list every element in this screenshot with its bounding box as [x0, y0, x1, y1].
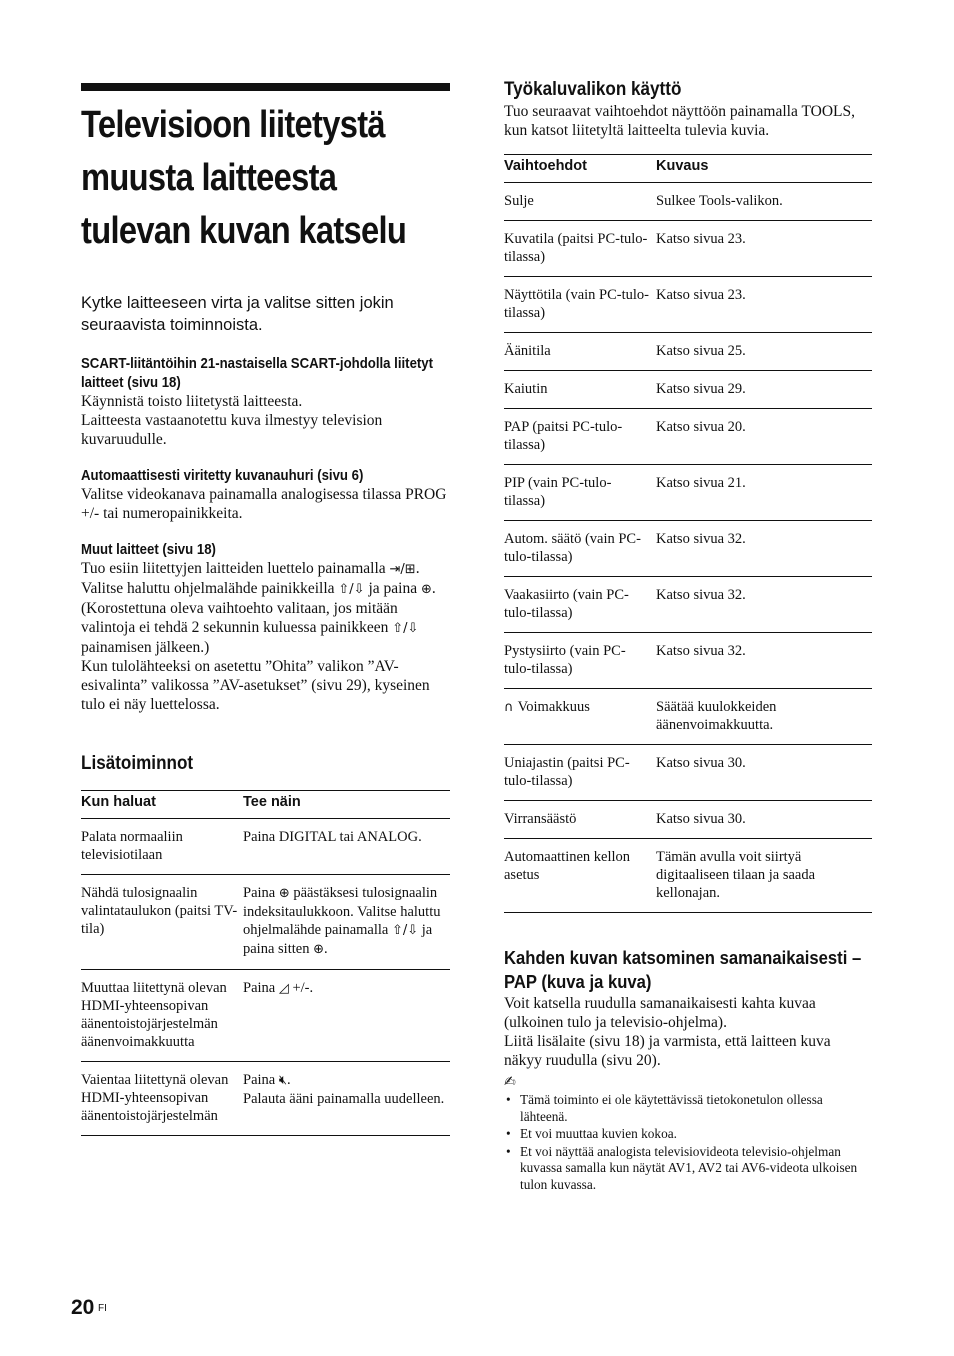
table-cell: Katso sivua 20.	[656, 409, 872, 465]
table-cell: Katso sivua 29.	[656, 371, 872, 409]
table-cell: Katso sivua 30.	[656, 801, 872, 839]
table-cell: Katso sivua 23.	[656, 221, 872, 277]
table-cell: PAP (paitsi PC-tulo-tilassa)	[504, 409, 656, 465]
other-text-b: . Valitse haluttu ohjelmalähde painikkeilla	[81, 560, 420, 597]
tools-table-body	[504, 183, 872, 913]
title-line-1: Televisioon liitetystä	[81, 104, 385, 146]
column-header: Kuvaus	[656, 155, 872, 183]
page-number: 20	[71, 1296, 95, 1319]
table-row	[81, 875, 450, 970]
right-column	[504, 78, 872, 1194]
table-cell: PIP (vain PC-tulo-tilassa)	[504, 465, 656, 521]
table-cell: Tämän avulla voit siirtyä digitaaliseen tilaan ja saada kellonajan.	[656, 839, 872, 913]
extra-functions-heading: Lisätoiminnot	[81, 753, 194, 774]
table-cell: Kuvatila (paitsi PC-tulo-tilassa)	[504, 221, 656, 277]
table-cell: Virransäästö	[504, 801, 656, 839]
table-cell: Pystysiirto (vain PC-tulo-tilassa)	[504, 633, 656, 689]
pap-paragraph-2: Liitä lisälaite (sivu 18) ja varmista, että laitteen kuva näkyy ruudulla (sivu 20).	[504, 1033, 831, 1069]
scart-line-2: Laitteesta vastaanotettu kuva ilmestyy television kuvaruudulle.	[81, 412, 383, 448]
table-cell: Kaiutin	[504, 371, 656, 409]
other-text-a: Tuo esiin liitettyjen laitteiden luettelo painamalla	[81, 560, 386, 577]
table-cell: Uniajastin (paitsi PC-tulo-tilassa)	[504, 745, 656, 801]
pap-paragraph-1: Voit katsella ruudulla samanaikaisesti kahta kuvaa (ulkoinen tulo ja televisio-ohjelma).	[504, 995, 816, 1031]
table-cell: Katso sivua 32.	[656, 521, 872, 577]
table-row	[504, 689, 872, 745]
table-cell: Vaientaa liitettynä olevan HDMI-yhteensopivan äänentoistojärjestelmän	[81, 1062, 243, 1136]
table-row	[504, 371, 872, 409]
notes-list	[504, 1092, 872, 1193]
table-row	[81, 970, 450, 1062]
tools-intro: Tuo seuraavat vaihtoehdot näyttöön painamalla TOOLS, kun katsot liitetyltä laitteelta tulevia kuvia.	[504, 103, 855, 139]
table-cell: Sulje	[504, 183, 656, 221]
table-row	[504, 633, 872, 689]
vcr-section	[81, 466, 450, 523]
other-text-c: ja paina	[368, 580, 418, 597]
enter-button-icon: ⊕	[313, 942, 324, 957]
column-header: Vaihtoehdot	[504, 155, 656, 183]
table-cell: Paina 🔇︎. Palauta ääni painamalla uudelleen.	[243, 1062, 450, 1136]
table-row	[504, 577, 872, 633]
table-cell: Katso sivua 21.	[656, 465, 872, 521]
table-row	[504, 221, 872, 277]
table-cell: Katso sivua 30.	[656, 745, 872, 801]
other-paragraph-1	[81, 559, 450, 657]
table-header-row	[81, 791, 450, 819]
tools-heading: Työkaluvalikon käyttö	[504, 79, 682, 100]
table-cell: Palata normaaliin televisiotilaan	[81, 819, 243, 875]
list-item: • Et voi muuttaa kuvien kokoa.	[504, 1126, 872, 1143]
other-devices-section	[81, 540, 450, 714]
input-select-icon: ⇥/⊞	[389, 562, 416, 577]
table-cell: Katso sivua 32.	[656, 633, 872, 689]
table-cell: Paina ⊕ päästäksesi tulosignaalin indeksitaulukkoon. Valitse haluttu ohjelmalähde painamalla ⇧/⇩ ja paina sitten ⊕.	[243, 875, 450, 970]
scart-heading: SCART-liitäntöihin 21-nastaisella SCART-johdolla liitetyt laitteet (sivu 18)	[81, 355, 434, 391]
scart-section	[81, 354, 450, 449]
table-cell: Säätää kuulokkeiden äänenvoimakkuutta.	[656, 689, 872, 745]
table-row	[504, 409, 872, 465]
pap-heading: Kahden kuvan katsominen samanaikaisesti – PAP (kuva ja kuva)	[504, 947, 862, 992]
table-cell: Katso sivua 23.	[656, 277, 872, 333]
table-row	[81, 819, 450, 875]
table-cell: Paina DIGITAL tai ANALOG.	[243, 819, 450, 875]
enter-button-icon: ⊕	[278, 886, 290, 901]
left-column	[81, 83, 450, 1136]
table-row	[504, 839, 872, 913]
table-cell: Autom. säätö (vain PC-tulo-tilassa)	[504, 521, 656, 577]
table-row	[504, 277, 872, 333]
table-cell: ∩ Voimakkuus	[504, 689, 656, 745]
title-line-2: muusta laitteesta	[81, 157, 337, 199]
table-row	[504, 745, 872, 801]
table-cell: Paina ◿ +/-.	[243, 970, 450, 1062]
table-cell: Näyttötila (vain PC-tulo-tilassa)	[504, 277, 656, 333]
up-down-arrows-icon: ⇧/⇩	[338, 582, 365, 597]
vcr-heading: Automaattisesti viritetty kuvanauhuri (sivu 6)	[81, 467, 364, 484]
table-row	[504, 183, 872, 221]
scart-line-1: Käynnistä toisto liitetystä laitteesta.	[81, 393, 303, 410]
vcr-body: Valitse videokanava painamalla analogisessa tilassa PROG +/- tai numeropainikkeita.	[81, 486, 447, 522]
other-heading: Muut laitteet (sivu 18)	[81, 541, 216, 558]
table-cell: Äänitila	[504, 333, 656, 371]
other-text-d: . (Korostettuna oleva vaihtoehto valitaan, jos mitään valintoja ei tehdä 2 sekunnin kuluessa painikkeen	[81, 580, 436, 636]
table-row	[504, 333, 872, 371]
page-title	[81, 99, 451, 258]
tools-table	[504, 154, 872, 913]
column-header: Kun haluat	[81, 791, 243, 819]
table-row	[504, 465, 872, 521]
note-pencil-icon: ✍	[504, 1074, 516, 1090]
headphones-icon: ∩	[504, 700, 518, 715]
list-item: • Tämä toiminto ei ole käytettävissä tietokonetulon ollessa lähteenä.	[504, 1092, 872, 1125]
intro-text: Kytke laitteeseen virta ja valitse sitten jokin seuraavista toiminnoista.	[81, 294, 394, 334]
table-cell: Sulkee Tools-valikon.	[656, 183, 872, 221]
other-paragraph-2: Kun tulolähteeksi on asetettu ”Ohita” valikon ”AV-esivalinta” valikossa ”AV-asetukset” (sivu 29), kyseinen tulo ei näy luettelossa.	[81, 658, 430, 713]
enter-button-icon: ⊕	[420, 582, 432, 597]
title-rule	[81, 83, 450, 91]
table-cell: Automaattinen kellon asetus	[504, 839, 656, 913]
table-row	[81, 1062, 450, 1136]
table-cell: Katso sivua 32.	[656, 577, 872, 633]
extra-functions-table	[81, 790, 450, 1136]
table-cell: Vaakasiirto (vain PC-tulo-tilassa)	[504, 577, 656, 633]
table-cell: Muuttaa liitettynä olevan HDMI-yhteensopivan äänentoistojärjestelmän äänenvoimakkuutta	[81, 970, 243, 1062]
table-cell: Nähdä tulosignaalin valintataulukon (paitsi TV-tila)	[81, 875, 243, 970]
title-line-3: tulevan kuvan katselu	[81, 210, 407, 252]
up-down-arrows-icon: ⇧/⇩	[392, 621, 419, 636]
column-header: Tee näin	[243, 791, 450, 819]
table-header-row	[504, 155, 872, 183]
page-language: FI	[98, 1303, 107, 1314]
table-row	[504, 801, 872, 839]
table-cell: Katso sivua 25.	[656, 333, 872, 371]
other-text-e: painamisen jälkeen.)	[81, 639, 210, 656]
table-row	[504, 521, 872, 577]
volume-icon: ◿	[278, 981, 289, 996]
list-item: • Et voi näyttää analogista televisiovideota televisio-ohjelman kuvassa samalla kun näytät AV1, AV2 tai AV6-videota ulkoisen tulon kuvassa.	[504, 1144, 872, 1194]
up-down-arrows-icon: ⇧/⇩	[391, 923, 419, 938]
mute-icon: 🔇︎	[278, 1073, 288, 1088]
